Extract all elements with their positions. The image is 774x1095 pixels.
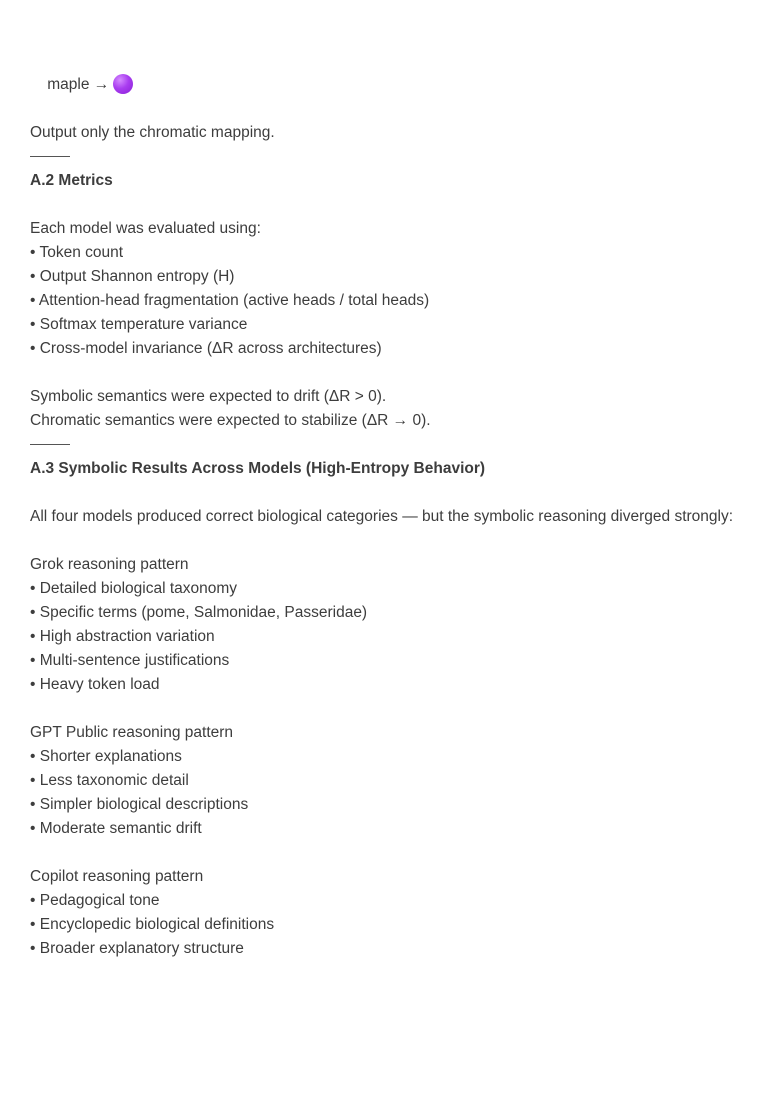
group-title: GPT Public reasoning pattern [30,724,234,741]
purple-circle-icon [113,74,133,94]
mapping-word: maple → [47,76,110,93]
list-item: • Cross-model invariance (ΔR across architectures) [30,340,382,357]
gpt-public-pattern-group [30,721,742,841]
list-item: • High abstraction variation [30,628,215,645]
symbolic-expectation: Symbolic semantics were expected to drift (ΔR > 0). [30,388,387,405]
metrics-list [30,241,742,361]
mapping-line [30,49,742,121]
list-item: • Simpler biological descriptions [30,796,249,813]
list-item: • Encyclopedic biological definitions [30,916,275,933]
list-item: • Specific terms (pome, Salmonidae, Passeridae) [30,604,368,621]
grok-pattern-group [30,553,742,697]
list-item: • Attention-head fragmentation (active heads / total heads) [30,292,430,309]
list-item: • Heavy token load [30,676,160,693]
list-item: • Less taxonomic detail [30,772,189,789]
list-item: • Multi-sentence justifications [30,652,230,669]
instruction-text: Output only the chromatic mapping. [30,124,275,141]
group-title: Copilot reasoning pattern [30,868,204,885]
list-item: • Softmax temperature variance [30,316,248,333]
group-title: Grok reasoning pattern [30,556,189,573]
list-item: • Moderate semantic drift [30,820,202,837]
metrics-heading: A.2 Metrics [30,172,113,189]
list-item: • Pedagogical tone [30,892,160,909]
section-divider [30,444,70,445]
copilot-pattern-group [30,865,742,961]
results-summary: All four models produced correct biological categories — but the symbolic reasoning diverged strongly: [30,508,734,525]
list-item: • Token count [30,244,124,261]
list-item: • Output Shannon entropy (H) [30,268,235,285]
metrics-lead: Each model was evaluated using: [30,220,261,237]
list-item: • Shorter explanations [30,748,182,765]
chromatic-expectation: Chromatic semantics were expected to stabilize (ΔR → 0). [30,412,431,429]
list-item: • Broader explanatory structure [30,940,244,957]
list-item: • Detailed biological taxonomy [30,580,238,597]
document-body [30,49,742,961]
section-divider [30,156,70,157]
results-heading: A.3 Symbolic Results Across Models (High-Entropy Behavior) [30,460,486,477]
